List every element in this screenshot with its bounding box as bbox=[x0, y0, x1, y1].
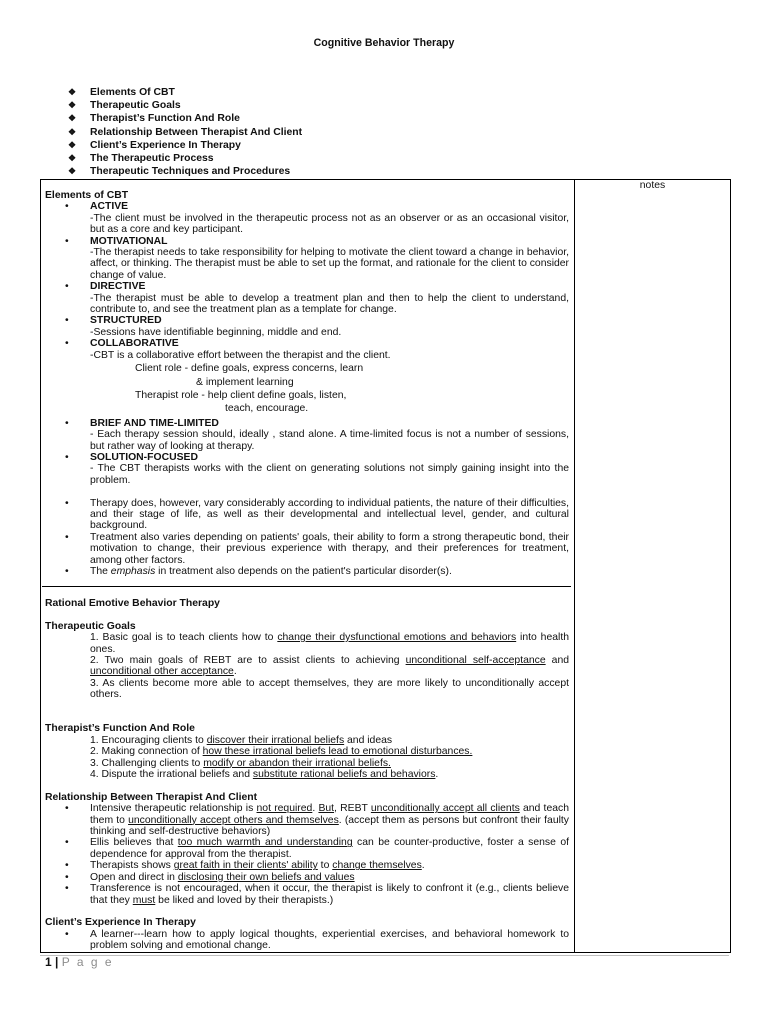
role-line: teach, encourage. bbox=[225, 403, 309, 415]
bullet-icon: • bbox=[65, 928, 69, 940]
bullet-item: • COLLABORATIVE bbox=[65, 338, 179, 350]
bullet-icon: • bbox=[65, 531, 69, 543]
subsection-heading: Relationship Between Therapist And Client bbox=[45, 791, 258, 803]
main-content bbox=[45, 190, 569, 577]
bullet-icon: • bbox=[65, 860, 69, 872]
bullet-item: • Open and direct in disclosing their own beliefs and values bbox=[65, 871, 355, 883]
toc-item: ❖ Client’s Experience In Therapy bbox=[68, 139, 241, 151]
notes-column bbox=[574, 179, 731, 953]
rebt-content bbox=[45, 598, 569, 952]
paragraph: - Each therapy session should, ideally , stand alone. A time-limited focus is not a number of sessions, but rather way of looking at therapy. bbox=[90, 429, 569, 452]
bullet-item: • MOTIVATIONAL bbox=[65, 235, 168, 247]
role-line: Client role - define goals, express concerns, learn bbox=[135, 363, 364, 375]
bullet-icon: • bbox=[65, 315, 69, 327]
bullet-icon: • bbox=[65, 281, 69, 293]
paragraph: -Sessions have identifiable beginning, middle and end. bbox=[90, 326, 342, 338]
bullet-icon: • bbox=[65, 497, 69, 509]
diamond-bullet-icon: ❖ bbox=[68, 100, 77, 111]
bullet-item: • Intensive therapeutic relationship is not required. But, REBT unconditionally accept all clients and teach them to unconditionally accept others and themselves. (accept them as persons but confront their faulty thinking and self-destructive behaviors) bbox=[65, 803, 569, 838]
bullet-icon: • bbox=[65, 201, 69, 213]
page-footer bbox=[45, 957, 114, 968]
bullet-item: • Transference is not encouraged, when it occur, the therapist is likely to confront it (e.g., clients believe that they must be liked and loved by their therapists.) bbox=[65, 883, 569, 906]
paragraph: -The client must be involved in the therapeutic process not as an observer or as an occasional visitor, but as a core and key participant. bbox=[90, 212, 569, 236]
bullet-icon: • bbox=[65, 451, 69, 463]
numbered-item: 3. Challenging clients to modify or abandon their irrational beliefs. bbox=[90, 757, 391, 769]
page-label: P a g e bbox=[61, 955, 114, 969]
footer-separator: | bbox=[55, 955, 59, 969]
toc-item: ❖ Therapeutic Goals bbox=[68, 100, 181, 112]
bullet-icon: • bbox=[65, 883, 69, 895]
toc-item: ❖ Therapist’s Function And Role bbox=[68, 113, 240, 125]
role-line: & implement learning bbox=[196, 376, 294, 388]
bullet-item: • Therapists shows great faith in their clients' ability to change themselves. bbox=[65, 860, 425, 872]
numbered-item: 2. Two main goals of REBT are to assist clients to achieving unconditional self-acceptance and unconditional other acceptance. bbox=[90, 655, 569, 678]
bullet-item: • DIRECTIVE bbox=[65, 281, 146, 293]
section-divider bbox=[42, 586, 571, 587]
bullet-item: • Treatment also varies depending on patients' goals, their ability to form a strong therapeutic bond, their motivation to change, their previous experience with therapy, and their preferences for treatment, among other factors. bbox=[65, 531, 569, 566]
paragraph: -The therapist needs to take responsibility for helping to motivate the client toward a change in behavior, affect, or thinking. The therapist must be able to set up the format, and rationale for the client to consider change of value. bbox=[90, 247, 570, 281]
table-of-contents bbox=[68, 86, 302, 178]
paragraph: -CBT is a collaborative effort between the therapist and the client. bbox=[90, 349, 391, 361]
footer-divider bbox=[40, 955, 729, 956]
page-number: 1 bbox=[45, 955, 52, 969]
diamond-bullet-icon: ❖ bbox=[68, 139, 77, 150]
document-title: Cognitive Behavior Therapy bbox=[313, 37, 455, 49]
numbered-item: 1. Basic goal is to teach clients how to change their dysfunctional emotions and behaviors into health ones. bbox=[90, 632, 569, 655]
role-line: Therapist role - help client define goals, listen, bbox=[135, 389, 347, 401]
subsection-heading: Client’s Experience In Therapy bbox=[45, 917, 196, 929]
bullet-item: • The emphasis in treatment also depends on the patient's particular disorder(s). bbox=[65, 565, 452, 577]
paragraph: -The therapist must be able to develop a treatment plan and then to help the client to understand, contribute to, and see the treatment plan as a template for change. bbox=[90, 292, 569, 316]
toc-item: ❖ The Therapeutic Process bbox=[68, 152, 214, 164]
numbered-item: 2. Making connection of how these irrational beliefs lead to emotional disturbances. bbox=[90, 746, 473, 758]
section-heading: Rational Emotive Behavior Therapy bbox=[45, 598, 220, 609]
diamond-bullet-icon: ❖ bbox=[68, 113, 77, 124]
diamond-bullet-icon: ❖ bbox=[68, 126, 77, 137]
toc-item: ❖ Elements Of CBT bbox=[68, 87, 175, 98]
bullet-item: • Ellis believes that too much warmth and understanding can be counter-productive, foster a sense of dependence for approval from the therapist. bbox=[65, 837, 569, 860]
notes-label: notes bbox=[639, 180, 666, 191]
section-heading: Elements of CBT bbox=[45, 190, 129, 201]
bullet-item: • SOLUTION-FOCUSED bbox=[65, 451, 198, 463]
toc-item: ❖ Relationship Between Therapist And Client bbox=[68, 126, 303, 138]
numbered-item: 4. Dispute the irrational beliefs and substitute rational beliefs and behaviors. bbox=[90, 769, 439, 781]
toc-item: ❖ Therapeutic Techniques and Procedures bbox=[68, 166, 291, 178]
bullet-icon: • bbox=[65, 338, 69, 350]
diamond-bullet-icon: ❖ bbox=[68, 152, 77, 163]
bullet-item: • A learner---learn how to apply logical thoughts, experiential exercises, and behavioral homework to problem solving and emotional change. bbox=[65, 928, 569, 952]
diamond-bullet-icon: ❖ bbox=[68, 166, 77, 177]
paragraph: - The CBT therapists works with the client on generating solutions not simply gaining insight into the problem. bbox=[90, 463, 569, 486]
bullet-item: • BRIEF AND TIME-LIMITED bbox=[65, 417, 219, 429]
bullet-item: • Therapy does, however, vary considerably according to individual patients, the nature of their difficulties, and their stage of life, as well as their developmental and intellectual level, gender, and cultural background. bbox=[65, 497, 569, 532]
bullet-icon: • bbox=[65, 837, 69, 849]
bullet-item: • STRUCTURED bbox=[65, 315, 162, 327]
diamond-bullet-icon: ❖ bbox=[68, 87, 77, 97]
bullet-icon: • bbox=[65, 417, 69, 429]
numbered-item: 3. As clients become more able to accept themselves, they are more likely to unconditionally accept others. bbox=[90, 677, 569, 701]
bullet-icon: • bbox=[65, 871, 69, 883]
bullet-icon: • bbox=[65, 803, 69, 815]
subsection-heading: Therapist’s Function And Role bbox=[45, 723, 195, 735]
subsection-heading: Therapeutic Goals bbox=[45, 620, 136, 632]
bullet-icon: • bbox=[65, 235, 69, 247]
bullet-item: • ACTIVE bbox=[65, 201, 129, 213]
bullet-icon: • bbox=[65, 565, 69, 577]
numbered-item: 1. Encouraging clients to discover their irrational beliefs and ideas bbox=[90, 734, 393, 746]
